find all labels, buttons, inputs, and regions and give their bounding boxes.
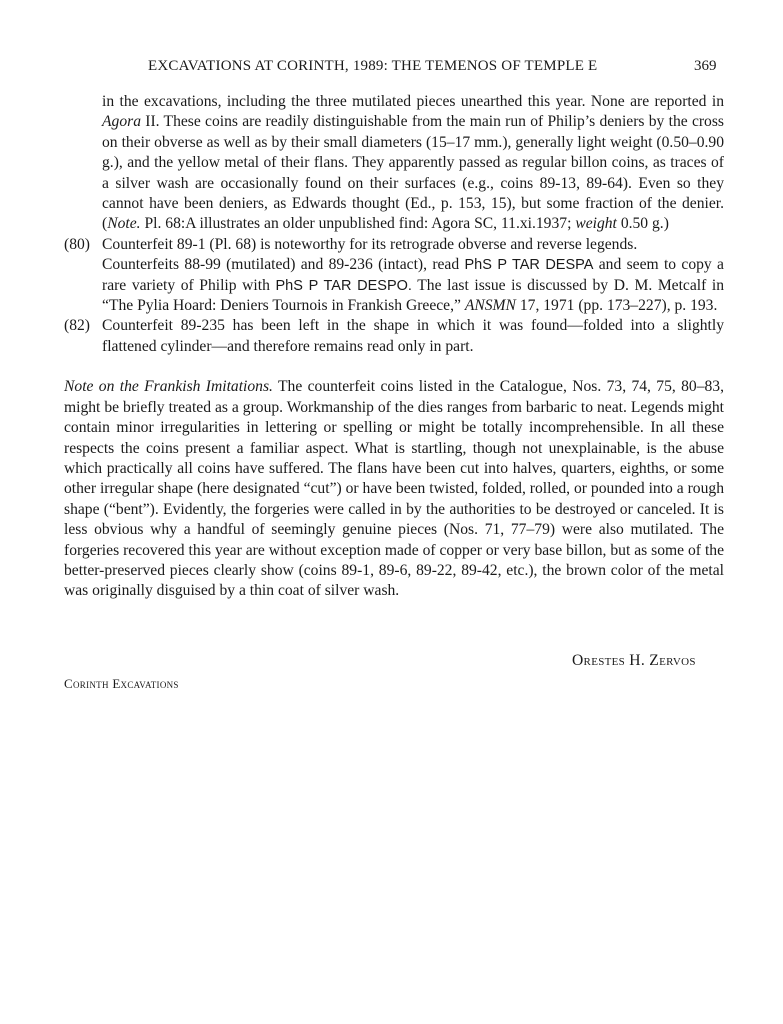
intro-weight-italic: weight <box>575 215 617 233</box>
intro-text-1: in the excavations, including the three mutilated pieces unearthed this year. None are reported in <box>102 93 724 110</box>
note-lead: Note on the Frankish Imitations. <box>64 378 273 396</box>
entry-number: (80) <box>64 235 90 253</box>
entry-80-text-3: The last issue is discussed by D. M. Metcalf in “The Pylia Hoard: Deniers Tournois in Frankish Greece,” <box>102 276 725 315</box>
entry-80-line1: Counterfeit 89-1 (Pl. 68) is noteworthy for its retrograde obverse and reverse legends. <box>102 235 638 253</box>
author-signature: Orestes H. Zervos <box>572 652 696 669</box>
legend-despo: PhS P TAR DESPO. <box>275 277 412 294</box>
entry-80 <box>64 235 724 317</box>
intro-text-3: Pl. 68:A illustrates an older unpublished find: Agora SC, 11.xi.1937; <box>144 215 572 233</box>
author-affiliation: Corinth Excavations <box>64 676 179 691</box>
entry-number: (82) <box>64 317 90 335</box>
entry-80-text-2: and seem to copy a rare variety of Philip with <box>102 256 724 294</box>
entry-80-text-1: Counterfeits 88-99 (mutilated) and 89-236 (intact), read <box>102 256 460 274</box>
intro-text-4: 0.50 g.) <box>620 215 669 233</box>
intro-paragraph <box>64 92 724 235</box>
entry-82 <box>64 316 724 357</box>
journal-ansmn: ANSMN <box>464 297 516 315</box>
note-paragraph <box>64 377 724 601</box>
page-number: 369 <box>694 58 717 74</box>
running-title: EXCAVATIONS AT CORINTH, 1989: THE TEMENOS OF TEMPLE E <box>148 58 598 74</box>
intro-note-italic: Note. <box>107 215 141 233</box>
entry-82-text: Counterfeit 89-235 has been left in the shape in which it was found—folded into a slightly flattened cylinder—and therefore remains read only in part. <box>102 317 724 355</box>
entry-80-text-4: 17, 1971 (pp. 173–227), p. 193. <box>519 297 718 315</box>
running-header <box>0 58 783 78</box>
intro-text-2: II. These coins are readily distinguishable from the main run of Philip’s deniers by the cross on their obverse as well as by their small diameters (15–17 mm.), generally light weight (0.50–0.90 g.), and the yellow metal of their flans. They apparently passed as regular billon coins, as traces of a silver wash are occasionally found on their surfaces (e.g., coins 89-13, 89-64). Even so they cannot have been deniers, as Edwards thought (Ed., p. 153, 15), but some fraction of the denier. ( <box>102 113 724 233</box>
entry-80-paragraph <box>102 255 724 316</box>
legend-despa: PhS P TAR DESPA <box>464 257 594 274</box>
main-text <box>64 92 724 602</box>
intro-agora-italic: Agora <box>102 113 141 131</box>
note-text: The counterfeit coins listed in the Catalogue, Nos. 73, 74, 75, 80–83, might be briefly treated as a group. Workmanship of the dies ranges from barbaric to neat. Legends might contain minor irregularities in lettering or spelling or might be totally incomprehensible. In all these respects the coins present a familiar aspect. What is startling, though not unexplainable, is the abuse which practically all coins have suffered. The flans have been cut into halves, quarters, eighths, or some other irregular shape (here designated “cut”) or have been twisted, folded, rolled, or pounded into a rough shape (“bent”). Evidently, the forgeries were called in by the authorities to be destroyed or canceled. It is less obvious why a handful of seemingly genuine pieces (Nos. 71, 77–79) were also mutilated. The forgeries recovered this year are without exception made of copper or very base billon, but as some of the better-preserved pieces clearly show (coins 89-1, 89-6, 89-22, 89-42, etc.), the brown color of the metal was originally disguised by a thin coat of silver wash. <box>64 378 725 600</box>
